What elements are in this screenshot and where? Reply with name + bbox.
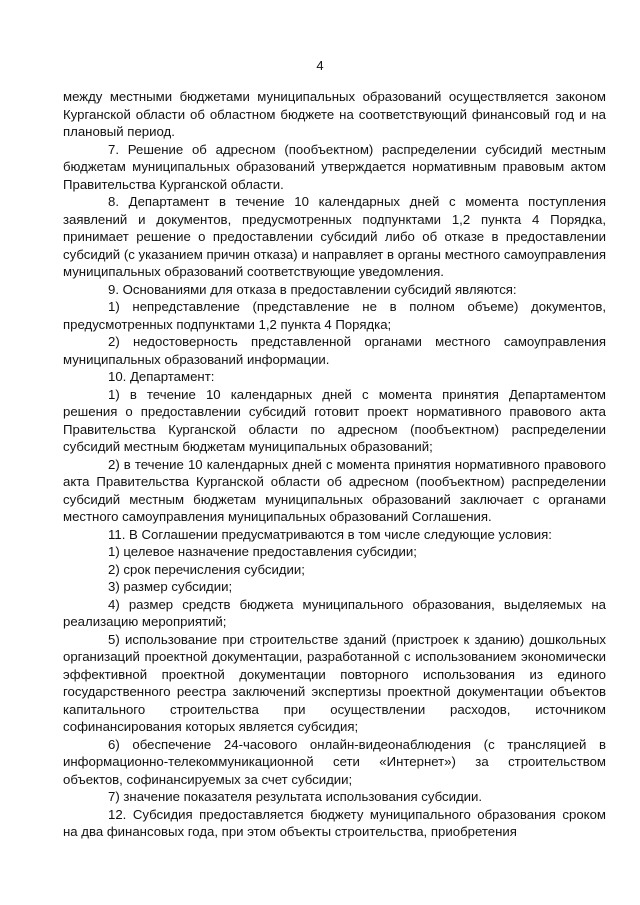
paragraph: 9. Основаниями для отказа в предоставлении субсидий являются: — [108, 281, 517, 297]
paragraph: 4) размер средств бюджета муниципального образования, выделяемых на реализацию мероприятий; — [63, 596, 606, 629]
paragraph: 2) в течение 10 календарных дней с момента принятия нормативного правового акта Правительства Курганской области об адресном (пообъектном) распределении субсидий местным бюджетам муниципальных образований заключает с органами местного самоуправления муниципальных образований Соглашения. — [63, 456, 606, 524]
paragraph: 11. В Соглашении предусматриваются в том числе следующие условия: — [108, 526, 552, 542]
paragraph: 7) значение показателя результата использования субсидии. — [108, 789, 483, 804]
paragraph: 3) размер субсидии; — [108, 579, 233, 594]
paragraph: 1) непредставление (представление не в полном объеме) документов, предусмотренных подпунктами 1,2 пункта 4 Порядка; — [63, 299, 606, 332]
paragraph: 10. Департамент: — [108, 369, 215, 384]
paragraph: 7. Решение об адресном (пообъектном) распределении субсидий местным бюджетам муниципальных образований утверждается нормативным правовым актом Правительства Курганской области. — [63, 141, 606, 192]
paragraph: 2) срок перечисления субсидии; — [108, 561, 305, 577]
page-number: 4 — [316, 58, 324, 73]
paragraph: 12. Субсидия предоставляется бюджету муниципального образования сроком на два финансовых года, при этом объекты строительства, приобретения — [63, 806, 606, 839]
paragraph: 2) недостоверность представленной органами местного самоуправления муниципальных образований информации. — [63, 334, 606, 367]
paragraph: 6) обеспечение 24-часового онлайн-видеонаблюдения (с трансляцией в информационно-телекоммуникационной сети «Интернет») за строительством объектов, софинансируемых за счет субсидии; — [63, 736, 606, 787]
document-body — [63, 88, 606, 841]
paragraph: 1) целевое назначение предоставления субсидии; — [108, 544, 417, 559]
paragraph: 8. Департамент в течение 10 календарных дней с момента поступления заявлений и документов, предусмотренных подпунктами 1,2 пункта 4 Порядка, принимает решение о предоставлении субсидий либо об отказе в предоставлении субсидий (с указанием причин отказа) и направляет в органы местного самоуправления муниципальных образований соответствующие уведомления. — [63, 194, 606, 279]
paragraph: между местными бюджетами муниципальных образований осуществляется законом Курганской области об областном бюджете на соответствующий финансовый год и на плановый период. — [63, 89, 606, 139]
paragraph: 5) использование при строительстве зданий (пристроек к зданию) дошкольных организаций проектной документации, разработанной с использованием экономически эффективной проектной документации повторного использования из единого государственного реестра заключений экспертизы проектной документации объектов капитального строительства при осуществлении расходов, источником софинансирования которых является субсидия; — [63, 631, 606, 734]
paragraph: 1) в течение 10 календарных дней с момента принятия Департаментом решения о предоставлении субсидий готовит проект нормативного правового акта Правительства Курганской области по адресном (пообъектном) распределении субсидий местным бюджетам муниципальных образований; — [63, 386, 606, 454]
